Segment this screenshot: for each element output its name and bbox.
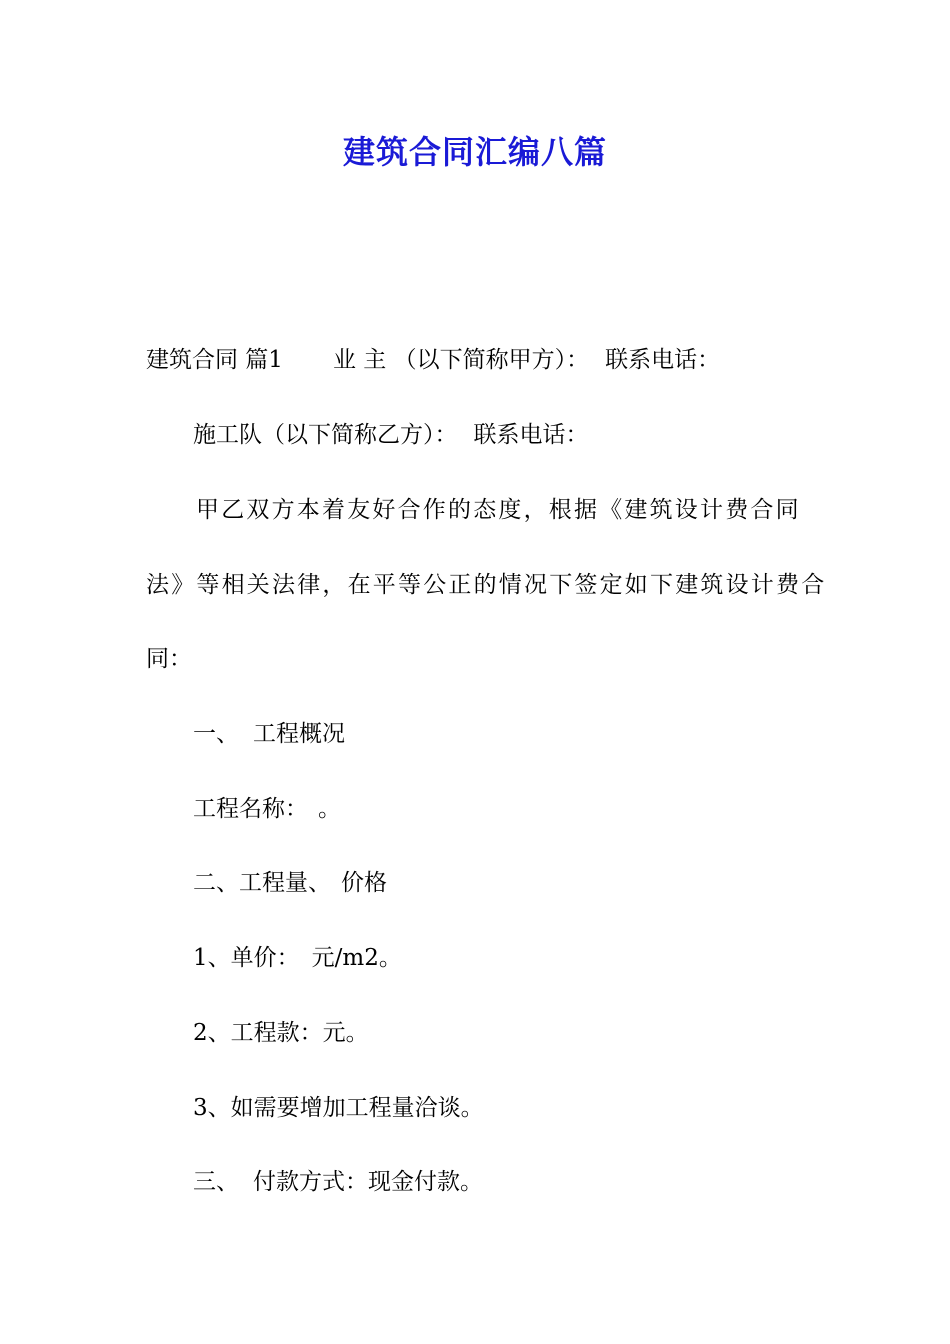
paragraph-line-2: 法》等相关法律，在平等公正的情况下签定如下建筑设计费合 [146, 572, 827, 598]
additional-work-line: 3、如需要增加工程量洽谈。 [193, 1095, 484, 1121]
unit-price-value: 元/m2。 [311, 945, 402, 971]
contractor-label: 施工队（以下简称乙方）： [193, 422, 458, 448]
unit-price-label: 1、单价： [193, 945, 300, 971]
section-1-text: 工程概况 [253, 721, 345, 747]
section-2-heading [193, 867, 387, 899]
section-2-text: 价格 [341, 870, 387, 896]
section-3-number: 三、 [193, 1169, 239, 1195]
project-name-label: 工程名称： [193, 796, 308, 822]
contract-number: 建筑合同 篇1 [146, 347, 283, 373]
paragraph-line-3: 同： [146, 646, 192, 672]
paragraph-line-1: 甲乙双方本着友好合作的态度，根据《建筑设计费合同 [196, 497, 801, 523]
section-3-text: 付款方式：现金付款。 [253, 1169, 483, 1195]
section-3-heading [193, 1166, 483, 1198]
section-1-number: 一、 [193, 721, 239, 747]
document-title: 建筑合同汇编八篇 [342, 133, 607, 171]
project-name-line [193, 793, 341, 825]
contractor-phone-label: 联系电话： [473, 422, 589, 448]
section-1-heading [193, 718, 345, 750]
owner-label: 业 主 （以下简称甲方）： [332, 347, 590, 373]
owner-phone-label: 联系电话： [605, 347, 721, 373]
contractor-line [193, 419, 589, 451]
project-amount-line: 2、工程款：元。 [193, 1020, 369, 1046]
section-2-number: 二、工程量、 [193, 870, 331, 896]
intro-line [146, 344, 720, 376]
project-name-value: 。 [318, 796, 341, 822]
unit-price-line [193, 942, 402, 974]
